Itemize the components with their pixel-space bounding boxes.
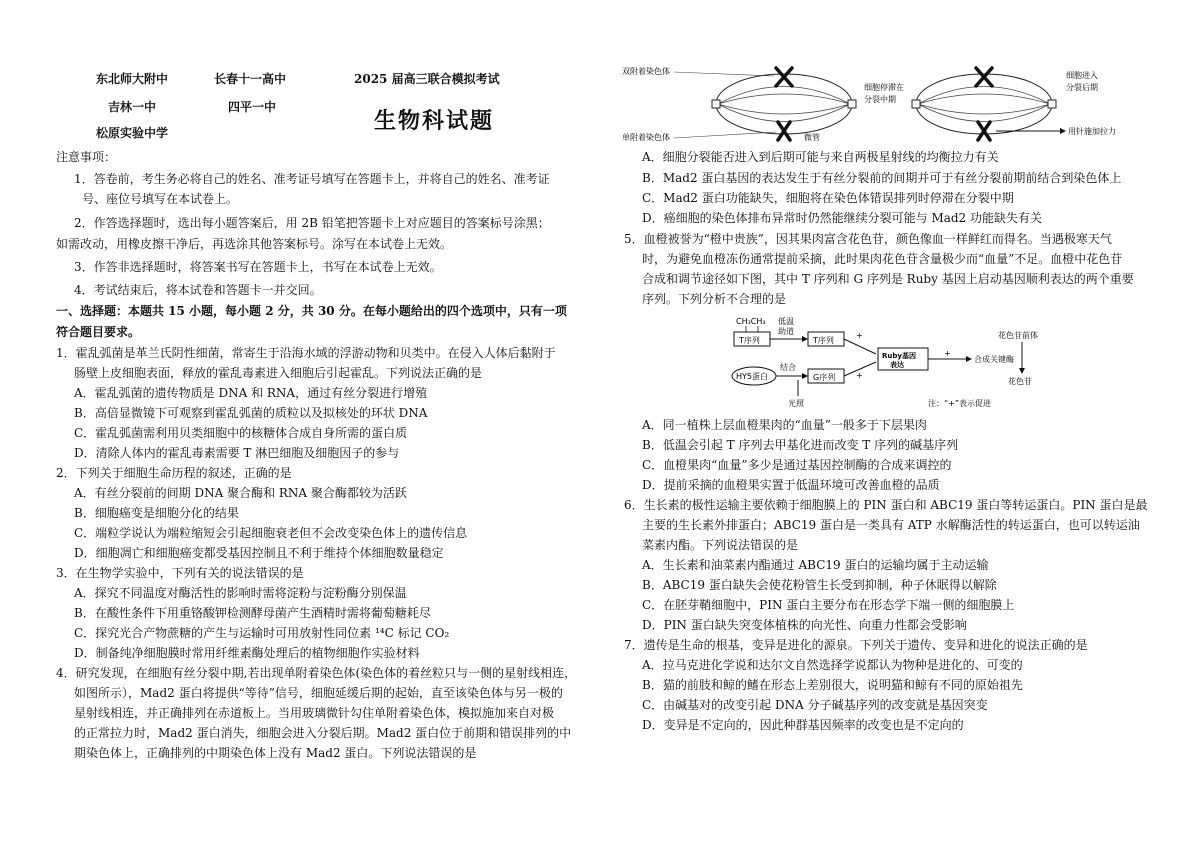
arrow-right-icon (1060, 128, 1066, 134)
spindle-fibers (718, 87, 850, 122)
option: C．Mad2 蛋白功能缺失，细胞将在染色体错误排列时停滞在分裂中期 (642, 191, 1014, 205)
chromosome-icon (978, 122, 990, 140)
figure-label: 细胞进入 (1066, 71, 1098, 80)
figure-label: 花色苷前体 (998, 331, 1038, 340)
option: D．提前采摘的血橙果实置于低温环境可改善血橙的品质 (642, 478, 940, 492)
option: D．癌细胞的染色体排布异常时仍然能继续分裂可能与 Mad2 功能缺失有关 (642, 211, 1043, 225)
school-name: 东北师大附中 (96, 72, 169, 86)
option: B．Mad2 蛋白基因的表达发生于有丝分裂前的间期并可于有丝分裂前期前结合到染色体上 (642, 171, 1122, 185)
question-stem: 星射线相连，并正确排列在赤道板上。当用玻璃微针勾住单附着染色体，模拟施加来自对极 (74, 706, 555, 720)
exam-title: 2025 届高三联合模拟考试 (354, 72, 500, 86)
mitosis-figure (622, 64, 1134, 144)
option: C．探究光合产物蔗糖的产生与运输时可用放射性同位素 ¹⁴C 标记 CO₂ (74, 626, 450, 640)
section-heading: 符合题目要求。 (56, 325, 141, 339)
notice-item: 2．作答选择题时，选出每小题答案后，用 2B 铅笔把答题卡上对应题目的答案标号涂黑； (74, 216, 550, 230)
figure-label: 花色苷 (1008, 377, 1032, 386)
notice-item: 1．答卷前，考生务必将自己的姓名、准考证号填写在答题卡上，并将自己的姓名、准考证 (74, 172, 550, 186)
question-stem: 菜素内酯。下列说法错误的是 (642, 538, 799, 552)
option: C．在胚芽鞘细胞中，PIN 蛋白主要分布在形态学下端一侧的细胞膜上 (642, 598, 1015, 612)
option: B．在酸性条件下用重铬酸钾检测酵母菌产生酒精时需将葡萄糖耗尽 (74, 606, 431, 620)
figure-label: 结合 (780, 363, 796, 372)
arrow-down-icon (1019, 368, 1025, 374)
figure-label: 助道 (778, 327, 794, 336)
option: B．ABC19 蛋白缺失会使花粉管生长受到抑制，种子休眠得以解除 (642, 578, 997, 592)
option: A．细胞分裂能否进入到后期可能与来自两极星射线的均衡拉力有关 (642, 150, 999, 164)
school-name: 吉林一中 (108, 100, 157, 114)
option: A．有丝分裂前的间期 DNA 聚合酶和 RNA 聚合酶都较为活跃 (74, 486, 407, 500)
figure-label: 低温 (778, 317, 794, 326)
figure-label: 双附着染色体 (622, 67, 670, 76)
question-stem: 如图所示），Mad2 蛋白将提供“等待”信号，细胞延缓后期的起始，直至该染色体与另一极的 (74, 686, 563, 700)
figure-label: HY5蛋白 (736, 372, 768, 381)
figure-label: Ruby基因 (882, 352, 916, 360)
option: C．端粒学说认为端粒缩短会引起细胞衰老但不会改变染色体上的遗传信息 (74, 526, 468, 540)
pathway-figure (728, 312, 1108, 408)
option: B．低温会引起 T 序列去甲基化进而改变 T 序列的碱基序列 (642, 438, 959, 452)
question-stem: 6．生长素的极性运输主要依赖于细胞膜上的 PIN 蛋白和 ABC19 蛋白等转运蛋白。PIN 蛋白是最 (624, 498, 1148, 512)
subject-title: 生物科试题 (374, 108, 495, 134)
figure-label: + (944, 349, 951, 358)
centrosome-icon (712, 100, 720, 108)
figure-label: 合成关键酶 (974, 355, 1014, 364)
notice-item: 号、座位号填写在本试卷上。 (82, 192, 239, 206)
option: C．血橙果肉“血量”多少是通过基因控制酶的合成来调控的 (642, 458, 952, 472)
centrosome-icon (848, 100, 856, 108)
option: A．霍乱弧菌的遗传物质是 DNA 和 RNA，通过有丝分裂进行增殖 (74, 386, 428, 400)
notice-item: 3．作答非选择题时，将答案书写在答题卡上，书写在本试卷上无效。 (74, 260, 442, 274)
school-name: 四平一中 (228, 100, 277, 114)
centrosome-icon (1048, 100, 1056, 108)
figure-label: 细胞停滞在 (864, 83, 904, 92)
school-name: 长春十一高中 (214, 72, 287, 86)
arrow-right-icon (966, 356, 972, 362)
option: D．PIN 蛋白缺失突变体植株的向光性、向重力性都会受影响 (642, 618, 967, 632)
option: C．霍乱弧菌需利用贝类细胞中的核糖体合成自身所需的蛋白质 (74, 426, 408, 440)
option: D．制备纯净细胞膜时常用纤维素酶处理后的植物细胞作实验材料 (74, 646, 420, 660)
option: D．细胞凋亡和细胞癌变都受基因控制且不利于维持个体细胞数量稳定 (74, 546, 444, 560)
notice-heading: 注意事项： (56, 150, 117, 164)
question-stem: 7．遗传是生命的根基，变异是进化的源泉。下列关于遗传、变异和进化的说法正确的是 (624, 638, 1088, 652)
school-name: 松原实验中学 (96, 126, 169, 140)
option: D．变异是不定向的，因此种群基因频率的改变也是不定向的 (642, 718, 964, 732)
question-stem: 合成和调节途径如下图，其中 T 序列和 G 序列是 Ruby 基因上启动基因顺利表达的两个重要 (642, 272, 1134, 286)
figure-label: + (856, 331, 863, 340)
question-stem: 4．研究发现，在细胞有丝分裂中期,若出现单附着染色体(染色体的着丝粒只与一侧的星射线相连， (56, 666, 577, 680)
cell-outline (916, 74, 1052, 134)
figure-label: T序列 (739, 336, 760, 345)
option: A．拉马克进化学说和达尔文自然选择学说都认为物种是进化的、可变的 (642, 658, 1023, 672)
question-stem: 3．在生物学实验中，下列有关的说法错误的是 (56, 566, 304, 580)
figure-label: + (856, 371, 863, 380)
figure-label: 光照 (788, 399, 804, 408)
option: D．清除人体内的霍乱毒素需要 T 淋巴细胞及细胞因子的参与 (74, 446, 400, 460)
chromosome-icon (976, 68, 992, 86)
chromosome-icon (776, 68, 792, 86)
option: A．同一植株上层血橙果肉的“血量”一般多于下层果肉 (642, 418, 927, 432)
spindle-fibers (918, 87, 1050, 122)
notice-item: 4．考试结束后，将本试卷和答题卡一并交回。 (74, 283, 322, 297)
arrow-right-icon (802, 373, 808, 379)
figure-label: 单附着染色体 (622, 133, 670, 142)
chromosome-icon (778, 122, 790, 140)
option: B．猫的前肢和鲸的鳍在形态上差别很大，说明猫和鲸有不同的原始祖先 (642, 678, 1023, 692)
notice-item: 如需改动，用橡皮擦干净后，再选涂其他答案标号。涂写在本试卷上无效。 (56, 237, 453, 251)
figure-label: 分裂中期 (864, 95, 896, 104)
option: A．生长素和油菜素内酯通过 ABC19 蛋白的运输均属于主动运输 (642, 558, 989, 572)
question-stem: 的正常拉力时，Mad2 蛋白消失，细胞会进入分裂后期。Mad2 蛋白位于前期和错误排列的中 (74, 726, 572, 740)
option: B．细胞癌变是细胞分化的结果 (74, 506, 239, 520)
figure-label: 表达 (890, 361, 904, 369)
cell-outline (716, 74, 852, 134)
figure-label: T序列 (813, 336, 834, 345)
question-stem: 2．下列关于细胞生命历程的叙述，正确的是 (56, 466, 292, 480)
option: B．高倍显微镜下可观察到霍乱弧菌的质粒以及拟核处的环状 DNA (74, 406, 428, 420)
section-heading: 一、选择题：本题共 15 小题，每小题 2 分，共 30 分。在每小题给出的四个选项中，只有一项 (56, 304, 567, 318)
figure-label: 微管 (804, 133, 820, 142)
question-stem: 5．血橙被誉为“橙中贵族”，因其果肉富含花色苷，颜色像血一样鲜红而得名。当遇极寒天气 (624, 232, 1112, 246)
figure-label: 分裂后期 (1066, 83, 1098, 92)
option: C．由碱基对的改变引起 DNA 分子碱基序列的改变就是基因突变 (642, 698, 988, 712)
arrow-right-icon (802, 336, 808, 342)
question-stem: 期染色体上，正确排列的中期染色体上没有 Mad2 蛋白。下列说法错误的是 (74, 746, 477, 760)
question-stem: 序列。下列分析不合理的是 (642, 292, 787, 306)
figure-label: G序列 (813, 373, 836, 382)
question-stem: 1．霍乱弧菌是革兰氏阴性细菌，常寄生于沿海水域的浮游动物和贝类中。在侵入人体后黏附于 (56, 346, 556, 360)
question-stem: 时，为避免血橙冻伤通常提前采摘，此时果肉花色苷含量极少而“血量”不足。血橙中花色苷 (642, 252, 1123, 266)
question-stem: 主要的生长素外排蛋白；ABC19 蛋白是一类具有 ATP 水解酶活性的转运蛋白，也可以转运油 (642, 518, 1140, 532)
figure-label: 用针施加拉力 (1068, 127, 1116, 136)
question-stem: 肠壁上皮细胞表面，释放的霍乱毒素进入细胞后引起霍乱。下列说法正确的是 (74, 366, 483, 380)
option: A．探究不同温度对酶活性的影响时需将淀粉与淀粉酶分别保温 (74, 586, 407, 600)
centrosome-icon (912, 100, 920, 108)
figure-label: CH₃CH₃ (736, 317, 766, 326)
figure-note: 注：“+”表示促进 (928, 399, 991, 408)
